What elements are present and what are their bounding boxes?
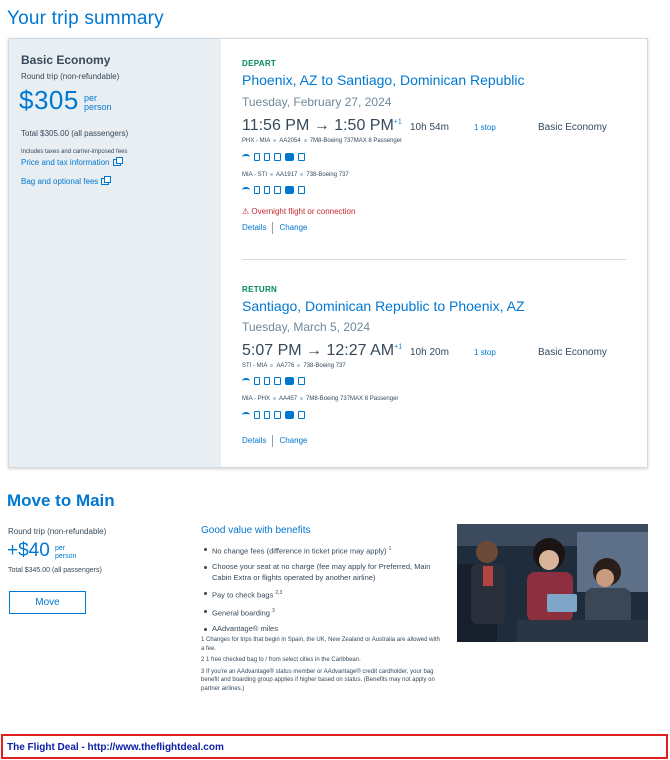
return-arrival-time: 12:27 AM (326, 342, 395, 359)
fare-total: Total $305.00 (all passengers) (21, 129, 129, 138)
price-tax-info-label: Price and tax information (21, 158, 110, 167)
benefit-text: General boarding (212, 608, 273, 618)
external-link-icon (113, 159, 121, 166)
return-departure-time: 5:07 PM (242, 342, 302, 359)
usb-icon (264, 411, 270, 419)
depart-departure-time: 11:56 PM (242, 117, 310, 134)
streaming-icon (298, 377, 305, 385)
deal-banner (1, 734, 668, 759)
leg-route: MIA - STI (242, 172, 268, 178)
person-label: person (84, 102, 112, 112)
upsell-trip-type: Round trip (non-refundable) (8, 527, 107, 536)
footnote: 2 1 free checked bag to / from select cities in the Caribbean. (201, 657, 361, 663)
day-offset: +1 (394, 343, 403, 351)
per-label: per (84, 93, 98, 103)
return-cabin: Basic Economy (538, 347, 607, 358)
amenities (242, 376, 305, 385)
aircraft: 7M8-Boeing 737MAX 8 Passenger (306, 396, 399, 402)
trip-summary-card (8, 38, 648, 468)
wifi-icon (242, 154, 250, 160)
flight-leg (242, 396, 398, 402)
depart-times (242, 117, 402, 135)
upsell-title: Move to Main (7, 491, 115, 510)
flight-number: AA2054 (279, 138, 301, 144)
day-offset: +1 (393, 118, 402, 126)
segment-divider (242, 259, 626, 260)
bag-fees-link[interactable] (21, 177, 109, 186)
leg-route: MIA - PHX (242, 396, 271, 402)
benefit-item (203, 606, 443, 619)
benefit-item (203, 588, 443, 601)
benefits-list (203, 544, 443, 640)
fare-price: $305 (19, 85, 79, 115)
link-divider (272, 222, 273, 234)
wifi-icon (242, 187, 250, 193)
aircraft: 7M8-Boeing 737MAX 8 Passenger (309, 138, 403, 144)
link-divider (272, 435, 273, 447)
depart-label: DEPART (242, 59, 277, 68)
streaming-icon (298, 153, 305, 161)
entertainment-icon (274, 153, 281, 161)
flight-number: AA776 (276, 363, 295, 369)
return-label: RETURN (242, 285, 278, 294)
depart-duration: 10h 54m (410, 122, 449, 133)
fare-summary-panel (9, 39, 221, 467)
footnote-ref: 2,3 (275, 590, 283, 596)
power-outlet-icon (254, 153, 260, 161)
bag-fees-label: Bag and optional fees (21, 177, 99, 186)
return-route: Santiago, Dominican Republic to Phoenix, AZ (242, 298, 525, 314)
benefit-item (203, 624, 443, 635)
separator-dot (300, 397, 303, 400)
fare-per-person (84, 94, 112, 112)
depart-cabin: Basic Economy (538, 122, 607, 133)
wifi-icon (242, 378, 250, 384)
passengers-photo (457, 524, 648, 642)
footnote-ref: 3 (272, 608, 275, 614)
person-label: person (55, 553, 77, 560)
depart-change-link[interactable]: Change (279, 223, 308, 233)
depart-date: Tuesday, February 27, 2024 (242, 95, 392, 109)
footnotes (201, 636, 441, 696)
return-links (242, 435, 307, 447)
fare-name: Basic Economy (21, 53, 111, 67)
tv-icon (285, 186, 294, 194)
depart-links (242, 222, 307, 234)
usb-icon (264, 377, 270, 385)
amenities (242, 152, 305, 161)
entertainment-icon (274, 186, 281, 194)
wifi-icon (242, 412, 250, 418)
power-outlet-icon (254, 377, 260, 385)
return-times (242, 342, 402, 360)
return-date: Tuesday, March 5, 2024 (242, 320, 371, 334)
streaming-icon (298, 186, 305, 194)
depart-route: Phoenix, AZ to Santiago, Dominican Republic (242, 72, 525, 88)
entertainment-icon (274, 377, 281, 385)
overnight-warning: ⚠ Overnight flight or connection (242, 207, 356, 216)
arrow-right-icon: → (306, 342, 323, 359)
per-label: per (55, 545, 66, 552)
aircraft: 738-Boeing 737 (303, 363, 346, 369)
footnote: 3 If you're an AAdvantage® status member or AAdvantage® credit cardholder, your bag benefit and boarding group applies if higher based on status. (Benefits may not apply on partner airlines.) (201, 668, 435, 692)
depart-details-link[interactable]: Details (242, 223, 267, 233)
passengers-photo-illustration (457, 524, 648, 642)
depart-arrival-time: 1:50 PM (334, 117, 394, 134)
footnote: 1 Changes for trips that begin in Spain, the UK, New Zealand or Australia are allowed with a fee. (201, 637, 440, 652)
footnote-ref: 1 (388, 546, 392, 552)
power-outlet-icon (254, 411, 260, 419)
tv-icon (285, 153, 294, 161)
leg-route: STI - MIA (242, 363, 268, 369)
benefit-text: Pay to check bags (212, 590, 276, 600)
arrow-right-icon: → (313, 117, 330, 134)
streaming-icon (298, 411, 305, 419)
amenities (242, 185, 305, 194)
entertainment-icon (274, 411, 281, 419)
depart-stops-link[interactable]: 1 stop (474, 123, 496, 132)
usb-icon (264, 186, 270, 194)
benefits-title: Good value with benefits (201, 525, 311, 536)
return-duration: 10h 20m (410, 347, 449, 358)
benefit-item (203, 544, 443, 557)
itinerary-panel (221, 39, 647, 467)
flight-leg (242, 172, 349, 178)
separator-dot (270, 364, 273, 367)
tv-icon (285, 411, 294, 419)
flight-leg (242, 138, 402, 144)
price-tax-info-link[interactable] (21, 158, 121, 167)
separator-dot (273, 139, 276, 142)
separator-dot (270, 173, 273, 176)
benefit-text: No change fees (difference in ticket price may apply) (212, 546, 389, 556)
taxes-note: Includes taxes and carrier-imposed fees (21, 149, 128, 155)
return-stops-link[interactable]: 1 stop (474, 348, 496, 357)
fare-trip-type: Round trip (non-refundable) (21, 72, 120, 81)
upsell-price: +$40 (7, 540, 50, 561)
leg-route: PHX - MIA (242, 138, 271, 144)
external-link-icon (101, 178, 109, 185)
deal-banner-text: The Flight Deal - http://www.theflightdeal.com (7, 742, 224, 753)
page-title: Your trip summary (7, 8, 164, 29)
flight-leg (242, 363, 346, 369)
move-button[interactable]: Move (9, 591, 86, 614)
benefit-text: AAdvantage® miles (212, 624, 278, 633)
aircraft: 738-Boeing 737 (306, 172, 349, 178)
upsell-total: Total $345.00 (all passengers) (8, 567, 102, 574)
amenities (242, 410, 305, 419)
return-details-link[interactable]: Details (242, 436, 267, 446)
upsell-per-person (55, 545, 76, 561)
separator-dot (297, 364, 300, 367)
usb-icon (264, 153, 270, 161)
separator-dot (273, 397, 276, 400)
flight-number: AA457 (279, 396, 298, 402)
benefit-text: Choose your seat at no charge (fee may apply for Preferred, Main Cabin Extra or flights operated by another airline) (212, 562, 431, 582)
separator-dot (300, 173, 303, 176)
flight-number: AA1917 (276, 172, 298, 178)
power-outlet-icon (254, 186, 260, 194)
return-change-link[interactable]: Change (279, 436, 308, 446)
benefit-item (203, 562, 443, 583)
separator-dot (304, 139, 307, 142)
tv-icon (285, 377, 294, 385)
